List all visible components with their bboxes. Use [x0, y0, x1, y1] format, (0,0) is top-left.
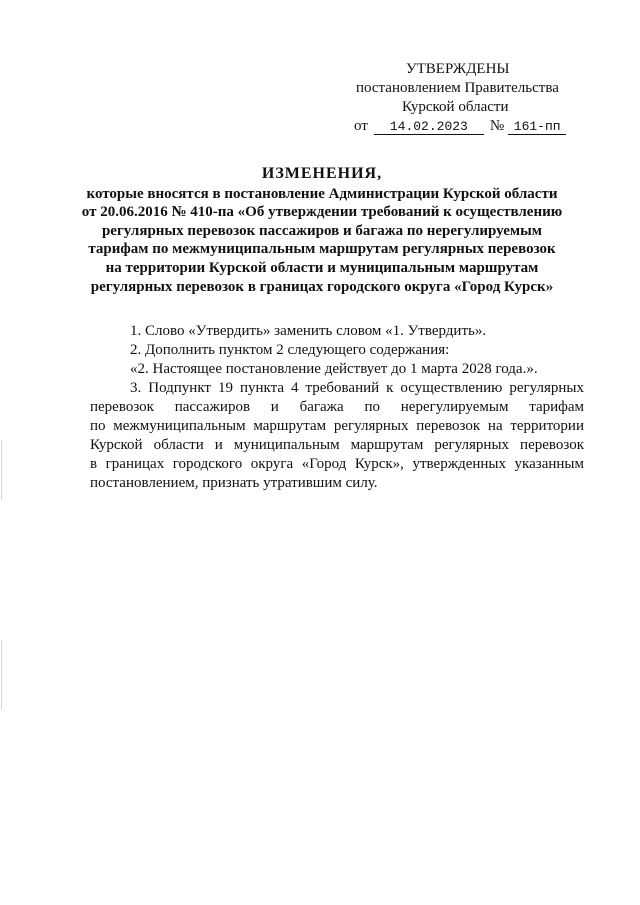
item-3-line: перевозок пассажиров и багажа по нерегулируемым тарифам	[90, 399, 584, 415]
title-line: которые вносятся в постановление Администрации Курской области	[86, 185, 558, 202]
scan-edge-mark	[1, 440, 2, 500]
approval-title: УТВЕРЖДЕНЫ	[406, 61, 510, 77]
date-prefix: от	[354, 118, 368, 134]
scan-edge-mark	[1, 640, 2, 710]
title-line: регулярных перевозок пассажиров и багажа по нерегулируемым	[101, 222, 543, 239]
number-prefix: №	[489, 118, 505, 134]
approval-stamp	[340, 60, 580, 136]
title-line: тарифам по межмуниципальным маршрутам регулярных перевозок	[88, 241, 556, 258]
title-heading: ИЗМЕНЕНИЯ,	[261, 165, 383, 182]
item-1: 1. Слово «Утвердить» заменить словом «1. Утвердить».	[130, 323, 487, 339]
title-line: от 20.06.2016 № 410-па «Об утверждении требований к осуществлению	[81, 204, 563, 221]
item-3-line: в границах городского округа «Город Курск», утвержденных указанным	[90, 456, 584, 472]
document-body	[90, 322, 584, 493]
item-3	[90, 379, 584, 493]
approval-date: 14.02.2023	[374, 119, 484, 135]
approval-number: 161-пп	[508, 119, 566, 135]
item-3-line: по межмуниципальным маршрутам регулярных перевозок на территории	[90, 418, 584, 434]
item-3-line: Курской области и муниципальным маршрутам регулярных перевозок	[90, 437, 584, 453]
title-line: регулярных перевозок в границах городского округа «Город Курск»	[90, 278, 554, 295]
title-line: на территории Курской области и муниципальным маршрутам	[105, 259, 539, 276]
item-3-line: 3. Подпункт 19 пункта 4 требований к осуществлению регулярных	[130, 380, 584, 396]
item-3-line: постановлением, признать утратившим силу.	[90, 475, 378, 491]
approval-region: Курской области	[402, 99, 509, 115]
document-title	[70, 165, 574, 296]
item-2-quote: «2. Настоящее постановление действует до 1 марта 2028 года.».	[130, 361, 538, 377]
approval-date-number	[340, 117, 580, 136]
approval-issuer: постановлением Правительства	[356, 80, 559, 96]
item-2: 2. Дополнить пунктом 2 следующего содержания:	[130, 342, 450, 358]
